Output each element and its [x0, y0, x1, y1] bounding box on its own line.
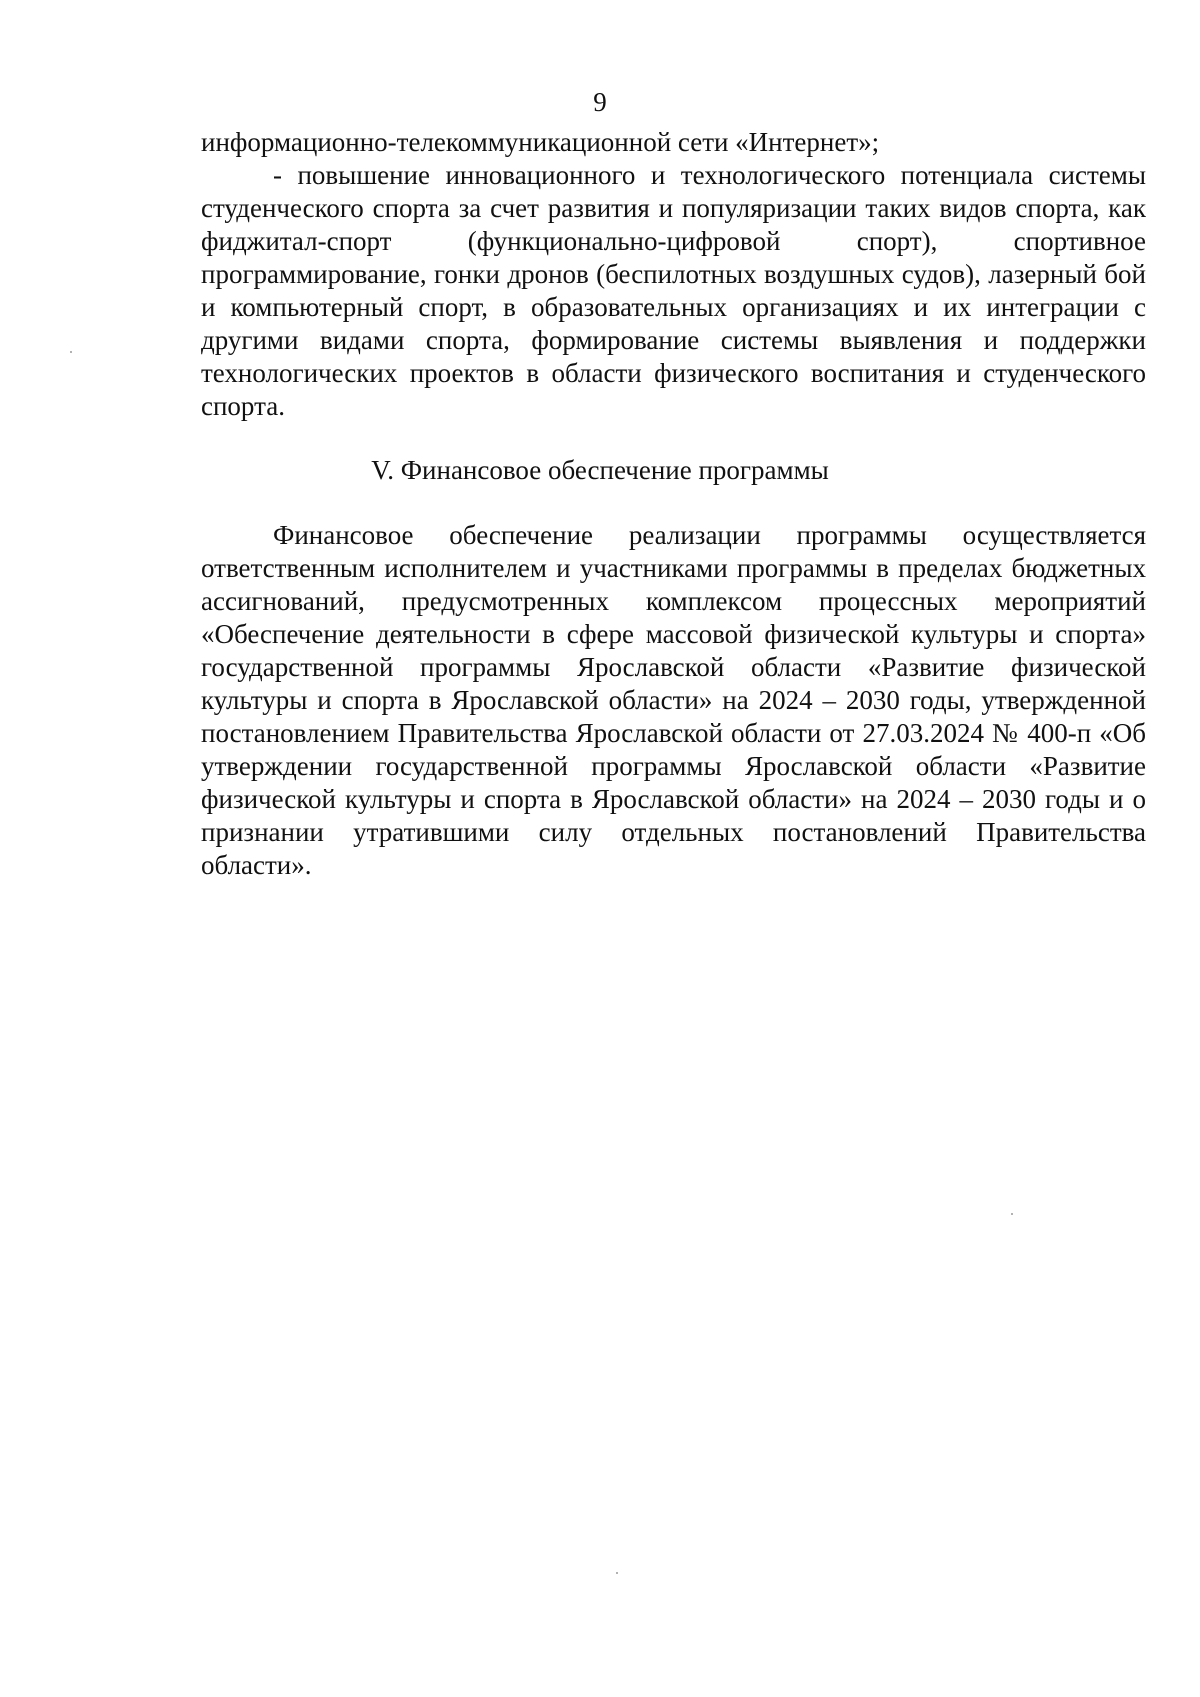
financing-paragraph: Финансовое обеспечение реализации программы осуществляется ответственным исполнителем и участниками программы в пределах бюджетных ассигнований, предусмотренных комплексом процессных мероприятий «Обеспечение деятельности в сфере массовой физической культуры и спорта» государственной программы Ярославской области «Развитие физической культуры и спорта в Ярославской области» на 2024 – 2030 годы, утвержденной постановлением Правительства Ярославской области от 27.03.2024 № 400-п «Об утверждении государственной программы Ярославской области «Развитие физической культуры и спорта в Ярославской области» на 2024 – 2030 годы и о признании утратившими силу отдельных постановлений Правительства области».: [201, 520, 1146, 880]
continuation-block: [201, 126, 1146, 423]
scan-speck: [1011, 1213, 1013, 1215]
bullet-paragraph: - повышение инновационного и технологического потенциала системы студенческого спорта за счет развития и популяризации таких видов спорта, как фиджитал-спорт (функционально-цифровой спорт), спортивное программирование, гонки дронов (беспилотных воздушных судов), лазерный бой и компьютерный спорт, в образовательных организациях и их интеграции с другими видами спорта, формирование системы выявления и поддержки технологических проектов в области физического воспитания и студенческого спорта.: [201, 160, 1146, 421]
scan-speck: [70, 351, 72, 353]
financing-block: [201, 519, 1146, 882]
section-title: V. Финансовое обеспечение программы: [371, 455, 829, 485]
continuation-line: информационно-телекоммуникационной сети «Интернет»;: [201, 127, 880, 157]
scan-speck: [616, 1572, 618, 1574]
page-number: 9: [593, 87, 607, 117]
